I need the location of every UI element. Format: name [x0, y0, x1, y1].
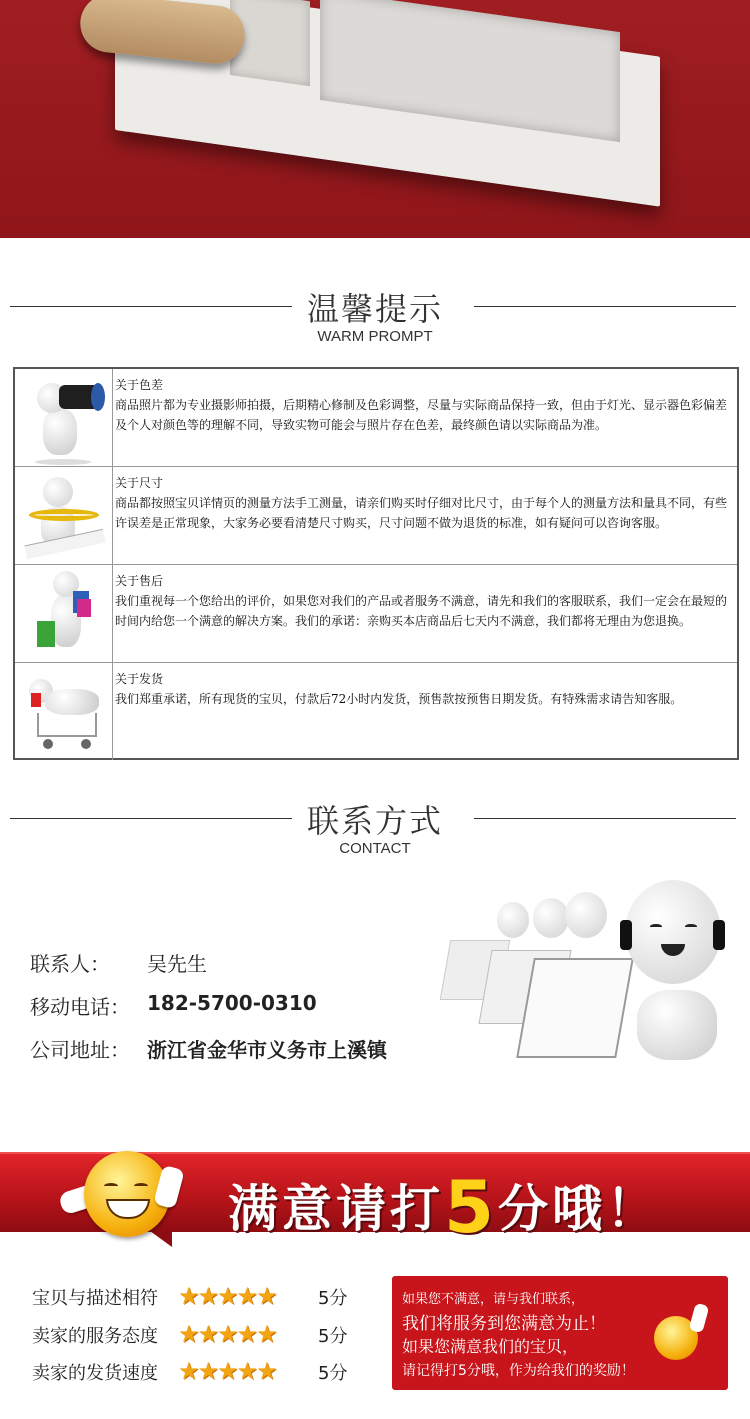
- banner-text: 满意请打5分哦！: [228, 1165, 661, 1249]
- notice-line: 请记得打5分哦，作为给我们的奖励！: [402, 1363, 635, 1379]
- warm-prompt-subtitle: WARM PROMPT: [317, 328, 433, 345]
- contact-title: 联系方式: [306, 802, 443, 840]
- ratings-list: [32, 1282, 362, 1402]
- star-rating-icon: ★★★★★: [178, 1357, 276, 1385]
- tip-row-color: [15, 369, 737, 467]
- tip-title: 关于发货: [115, 672, 164, 686]
- tip-text: 商品照片都为专业摄影师拍摄，后期精心修制及色彩调整，尽量与实际商品保持一致，但由于灯光、显示器色彩偏差及个人对颜色等的理解不同，导致实物可能会与照片存在色差，最终颜色请以实际商品为准。: [115, 398, 728, 432]
- rating-label: 卖家的发货速度: [32, 1363, 158, 1384]
- warm-prompt-heading: [0, 284, 750, 354]
- product-photo: [0, 0, 750, 238]
- star-rating-icon: ★★★★★: [178, 1282, 276, 1310]
- contact-person-value: 吴先生: [147, 952, 207, 976]
- shopping-cart-figure-icon: [15, 663, 113, 760]
- tip-title: 关于售后: [115, 574, 164, 588]
- notice-line: 如果您不满意，请与我们联系，: [402, 1292, 585, 1307]
- notice-line: 如果您满意我们的宝贝，: [402, 1337, 579, 1356]
- warm-prompt-title: 温馨提示: [306, 290, 443, 328]
- banner-five: 5: [444, 1165, 499, 1249]
- rating-score: 5分: [318, 1288, 348, 1309]
- tip-text: 我们重视每一个您给出的评价，如果您对我们的产品或者服务不满意，请先和我们的客服联系，我们一定会在最短的时间内给您一个满意的解决方案。我们的承诺：亲购买本店商品后七天内不满意，我们都将无理由为您退换。: [115, 594, 728, 628]
- contact-person-label: 联系人：: [30, 952, 110, 976]
- rating-label: 卖家的服务态度: [32, 1326, 158, 1347]
- rating-row: [32, 1357, 362, 1387]
- customer-service-illustration: [445, 880, 750, 1070]
- notice-line: 我们将服务到您满意为止！: [402, 1314, 606, 1334]
- contact-address-label: 公司地址：: [30, 1038, 130, 1062]
- contact-phone-label: 移动电话：: [30, 995, 130, 1019]
- tips-table: [13, 367, 739, 760]
- tip-row-after-sales: [15, 565, 737, 663]
- rating-score: 5分: [318, 1326, 348, 1347]
- contact-heading: [0, 796, 750, 866]
- tip-row-shipping: [15, 663, 737, 761]
- rating-score: 5分: [318, 1363, 348, 1384]
- contact-section: [0, 870, 750, 1100]
- contact-address-value: 浙江省金华市义务市上溪镇: [147, 1038, 387, 1062]
- tip-row-size: [15, 467, 737, 565]
- rating-row: [32, 1320, 362, 1350]
- tip-text: 我们郑重承诺，所有现货的宝贝，付款后72小时内发货，预售款按预售日期发货。有特殊需求请告知客服。: [115, 692, 683, 706]
- rating-label: 宝贝与描述相符: [32, 1288, 158, 1309]
- tip-text: 商品都按照宝贝详情页的测量方法手工测量，请亲们购买时仔细对比尺寸，由于每个人的测量方法和量具不同，有些许误差是正常现象，大家务必要看清楚尺寸购买，尺寸问题不做为退货的标准，如有疑问可以咨询客服。: [115, 496, 728, 530]
- contact-subtitle: CONTACT: [339, 840, 411, 857]
- rate-five-banner: [0, 1147, 750, 1247]
- shopping-bags-figure-icon: [15, 565, 113, 662]
- camera-figure-icon: [15, 369, 113, 466]
- tip-title: 关于尺寸: [115, 476, 164, 490]
- thumbs-up-smiley-icon: [40, 1147, 190, 1243]
- satisfaction-notice: [392, 1276, 728, 1390]
- star-rating-icon: ★★★★★: [178, 1320, 276, 1348]
- rating-row: [32, 1282, 362, 1312]
- tip-title: 关于色差: [115, 378, 164, 392]
- contact-phone-value: 182-5700-0310: [147, 991, 317, 1015]
- tape-measure-figure-icon: [15, 467, 113, 564]
